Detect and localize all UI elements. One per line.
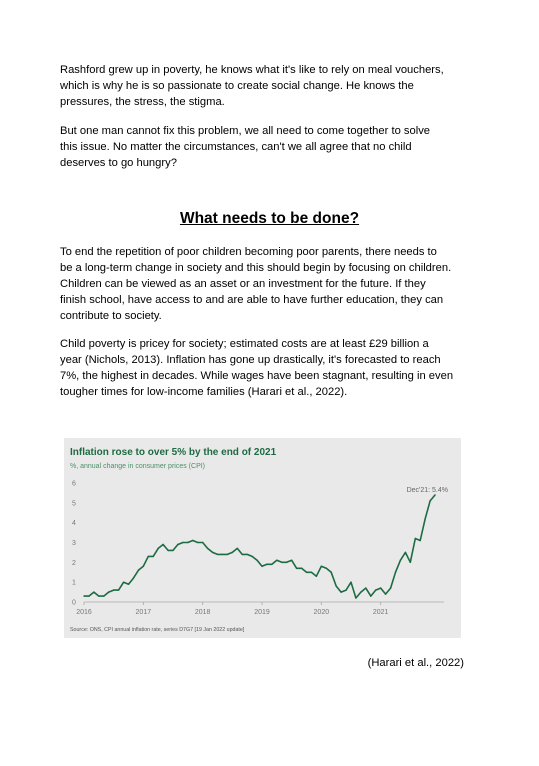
data-point [360,591,361,592]
data-point [133,578,134,579]
data-point [415,538,416,539]
data-point [375,589,376,590]
data-point [202,542,203,543]
data-point [316,576,317,577]
data-point [242,554,243,555]
data-point [380,587,381,588]
data-point [410,562,411,563]
data-point [405,552,406,553]
data-point [385,593,386,594]
chart-annotation: Dec'21: 5.4% [406,487,448,494]
data-point [271,564,272,565]
data-point [276,560,277,561]
data-point [370,595,371,596]
data-point [395,572,396,573]
data-point [256,560,257,561]
data-point [306,572,307,573]
paragraph-rashford: Rashford grew up in poverty, he knows what it's like to rely on meal vouchers, which is why he is so passionate to create social change. He knows the pressures, the stress, the stigma. [60,64,444,108]
data-point [345,589,346,590]
section-heading: What needs to be done? [179,210,360,227]
chart-source: Source: ONS, CPI annual inflation rate, series D7G7 [19 Jan 2022 update] [70,627,245,633]
y-tick-label: 0 [72,599,76,607]
paragraph-child-poverty-cost: Child poverty is pricey for society; estimated costs are at least £29 billion a year (Nichols, 2013). Inflation has gone up drastically, it's forecasted to reach 7%, the highest in decades. While wages have been stagnant, resulting in even tougher times for low-income families (Harari et al., 2022). [60,338,454,398]
data-point [266,564,267,565]
data-point [331,572,332,573]
data-point [197,542,198,543]
data-point [177,544,178,545]
data-point [93,591,94,592]
y-tick-label: 6 [72,480,76,488]
y-tick-label: 4 [72,520,76,528]
data-point [138,570,139,571]
data-point [326,568,327,569]
data-point [83,595,84,596]
x-tick-label: 2021 [372,609,389,616]
data-point [167,550,168,551]
paragraph-come-together: But one man cannot fix this problem, we all need to come together to solve this issue. No matter the circumstances, can't we all agree that no child deserves to go hungry? [60,125,431,169]
x-tick-labels [76,602,388,616]
data-point [247,554,248,555]
data-point [390,587,391,588]
x-tick-label: 2016 [76,609,92,616]
chart-title: Inflation rose to over 5% by the end of 2021 [70,447,277,458]
data-point [172,550,173,551]
data-point [182,542,183,543]
data-point [340,591,341,592]
data-points [83,494,436,599]
data-point [400,560,401,561]
data-point [153,556,154,557]
data-point [158,548,159,549]
data-point [336,585,337,586]
chart-subtitle: %, annual change in consumer prices (CPI) [70,463,206,470]
data-point [207,548,208,549]
x-tick-label: 2020 [313,609,330,616]
data-point [425,518,426,519]
data-point [296,568,297,569]
data-point [321,566,322,567]
y-tick-labels [72,481,76,607]
data-point [301,568,302,569]
data-point [232,552,233,553]
y-tick-label: 3 [72,540,76,547]
x-tick-label: 2018 [194,609,211,616]
data-point [291,560,292,561]
x-tick-label: 2017 [135,609,152,616]
data-point [128,584,129,585]
data-point [286,562,287,563]
data-point [162,544,163,545]
data-point [355,597,356,598]
inflation-series-line [84,495,435,598]
data-point [237,548,238,549]
x-tick-label: 2019 [254,609,270,616]
data-point [251,556,252,557]
data-point [227,554,228,555]
data-point [350,582,351,583]
data-point [148,556,149,557]
data-point [108,591,109,592]
data-point [98,595,99,596]
data-point [281,562,282,563]
data-point [434,494,435,495]
data-point [123,582,124,583]
inflation-chart [64,438,461,638]
paragraph-long-term-change: To end the repetition of poor children becoming poor parents, there needs to be a long-term change in society and this should begin by focusing on children. Children can be viewed as an asset or an investment for the future. If they finish school, have access to and are able to have further education, they can contribute to society. [60,246,452,322]
data-point [103,595,104,596]
y-tick-label: 5 [72,500,76,508]
data-point [261,566,262,567]
data-point [311,572,312,573]
data-point [88,595,89,596]
y-tick-label: 1 [72,579,76,587]
data-point [420,540,421,541]
data-point [212,552,213,553]
y-tick-label: 2 [72,559,76,567]
data-point [192,540,193,541]
data-point [365,587,366,588]
citation: (Harari et al., 2022) [367,657,464,669]
data-point [429,500,430,501]
data-point [118,589,119,590]
data-point [222,554,223,555]
data-point [143,566,144,567]
data-point [217,554,218,555]
data-point [113,589,114,590]
data-point [187,542,188,543]
inflation-chart-svg [64,438,461,638]
